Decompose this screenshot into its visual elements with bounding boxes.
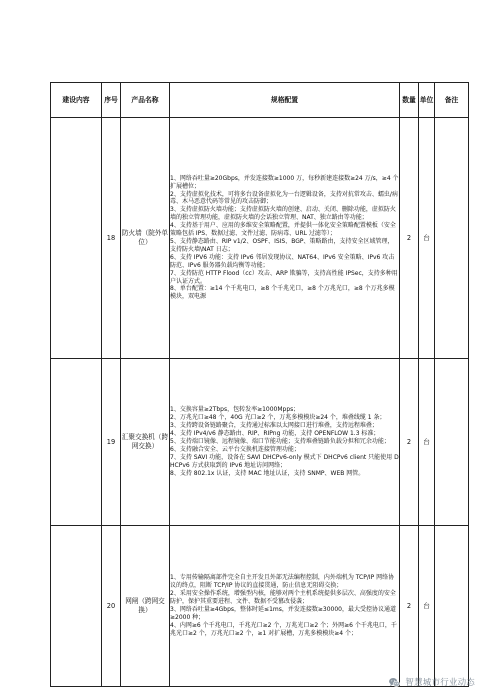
row-num: 18 xyxy=(102,118,121,359)
table-header-row xyxy=(51,83,469,118)
spec-line: 4、支持基于用户、应用的多维安全策略配置，并提供一体化安全策略配置模板（安全策略包括 IPS、数据过滤、文件过滤、防病毒、URL 过滤等）； xyxy=(170,222,396,238)
spec-line: 5、支持静态路由、RIP v1/2、OSPF、ISIS、BGP、策略路由，支持安全区域管理，支持防火墙\NAT 日志； xyxy=(170,238,394,253)
table-row xyxy=(51,526,469,687)
wechat-icon xyxy=(388,676,401,689)
spec-line: 3、网络吞吐量≥4Gbps，整体时延≤1ms，并发连接数≥30000，最大受控协议通道≥2000 种； xyxy=(170,606,396,621)
content-cell xyxy=(51,526,102,687)
header-qty: 数量 xyxy=(400,83,419,118)
header-content: 建设内容 xyxy=(51,83,102,118)
quantity: 2 xyxy=(400,118,419,359)
note-cell xyxy=(435,526,469,687)
spec-line: 1、交换容量≥2Tbps，包转发率≥1000Mpps； xyxy=(170,406,300,414)
unit: 台 xyxy=(419,359,435,526)
spec-line: 6、支持融合安全、云平台交换机连接管理功能； xyxy=(170,445,300,453)
watermark-text: 智慧城市行业动态 xyxy=(405,678,475,688)
header-product: 产品名称 xyxy=(121,83,170,118)
spec-line: 3、支持虚拟防火墙功能；支持虚拟防火墙的创建、启动、关闭、删除功能，虚拟防火墙的独立管理功能，虚拟防火墙的会话独立管理、NAT、独立路由等功能； xyxy=(170,206,396,222)
spec-line: 5、支持端口镜像、远程镜像、端口节能功能；支持堆叠链路负载分担和冗余功能； xyxy=(170,438,390,446)
header-num: 序号 xyxy=(102,83,121,118)
watermark xyxy=(388,674,475,690)
procurement-spec-table xyxy=(50,82,469,687)
spec-line: 4、内网≥6 个千兆电口，千兆光口≥2 个，万兆光口≥2 个；外网≥6 个千兆电口，千兆光口≥2 个，万兆光口≥2 个，≥1 对扩展槽，万兆多模模块≥4 个； xyxy=(170,621,397,637)
header-unit: 单位 xyxy=(419,83,435,118)
spec-cell xyxy=(170,359,400,526)
spec-line: 2、支持虚拟化技术，可将多台设备虚拟化为一台逻辑设备，支持对抗常攻击、蠕虫/病毒、木马恶意代码等常见的攻击防御； xyxy=(170,190,398,206)
content-cell xyxy=(51,359,102,526)
header-note: 备注 xyxy=(435,83,469,118)
quantity: 2 xyxy=(400,526,419,687)
unit: 台 xyxy=(419,526,435,687)
product-name: 汇聚交换机（跨网交换） xyxy=(121,359,170,526)
spec-cell xyxy=(170,526,400,687)
row-num: 20 xyxy=(102,526,121,687)
spec-line: 1、专用传输隔离部件完全自主开发且外部无法编程控制，内外端机为 TCP/IP 网络协议的终点，阻断 TCP/IP 协议的直接贯通，防止信息无阻碍交换； xyxy=(170,574,395,590)
row-num: 19 xyxy=(102,359,121,526)
spec-line: 8、单台配置：≥14 个千兆电口，≥8 个千兆光口，≥8 个万兆光口，≥8 个万兆多模模块，双电源 xyxy=(170,285,395,301)
header-spec: 规格配置 xyxy=(170,83,400,118)
spec-line: 7、支持 SAVI 功能，设备在 SAVI DHCPv6-only 模式下 DHCPv6 client 只能使用 DHCPv6 方式获取到的 IPv6 地址访问网络； xyxy=(170,453,399,469)
product-name: 防火墙（院外单位） xyxy=(121,118,170,359)
note-cell xyxy=(435,359,469,526)
content-cell xyxy=(51,118,102,359)
table-row xyxy=(51,359,469,526)
product-name: 网闸（跨网交换） xyxy=(121,526,170,687)
note-cell xyxy=(435,118,469,359)
table-row xyxy=(51,118,469,359)
spec-line: 6、支持 IPV6 功能：支持 IPv6 邻居发现协议、NAT64、IPv6 安全策略、IPv6 攻击防范、IPv6 服务器负载均衡等功能； xyxy=(170,253,395,269)
spec-line: 4、支持 IPv4/v6 静态路由、RIP、RIPng 功能，支持 OPENFLOW 1.3 标准； xyxy=(170,430,380,438)
spec-line: 8、支持 802.1x 认证，支持 MAC 地址认证，支持 SNMP、WEB 网管。 xyxy=(170,469,365,477)
spec-line: 1、网络吞吐量≥20Gbps，并发连接数≥1000 万，每秒新建连接数≥24 万/s，≥4 个扩展槽位； xyxy=(170,174,399,190)
spec-line: 7、支持防范 HTTP Flood（cc）攻击、ARP 欺骗等，支持高性能 IPSec，支持多种用户认证方式。 xyxy=(170,269,398,285)
unit: 台 xyxy=(419,118,435,359)
spec-line: 3、支持跨设备链路聚合，支持通过标准以太网接口进行堆叠，支持远程堆叠； xyxy=(170,422,378,430)
spec-cell xyxy=(170,118,400,359)
spec-line: 2、采用安全操作系统，增强型内核，能够对两个主机系统提供多层次、高强度的安全防护，保护其重要进程、文件、数据不受篡改侵袭； xyxy=(170,590,396,606)
spec-line: 2、万兆光口≥48 个，40G 光口≥2 个，万兆多模模块≥24 个，堆叠线缆 1 条； xyxy=(170,414,386,422)
quantity: 2 xyxy=(400,359,419,526)
